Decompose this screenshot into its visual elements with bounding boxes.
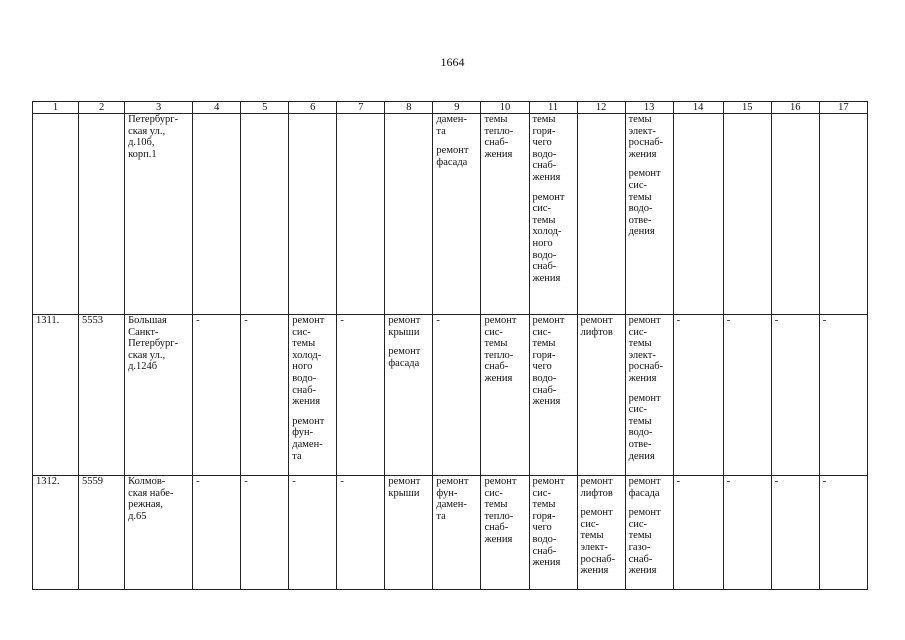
- work-item: темы элект- роснаб- жения: [628, 114, 664, 160]
- work-item: ремонт сис- темы водо- отве- дения: [628, 392, 661, 462]
- work-cell-col-4: [193, 114, 241, 315]
- column-number-3: 3: [125, 102, 193, 114]
- row-number-cell: 1312.: [33, 476, 79, 590]
- work-item: ремонт лифтов: [580, 315, 613, 338]
- column-number-17: 17: [819, 102, 867, 114]
- work-item: ремонт сис- темы горя- чего водо- снаб- жения: [532, 476, 565, 569]
- work-cell-col-12: [577, 476, 625, 590]
- building-code-cell: [79, 114, 125, 315]
- work-cell-col-13: [625, 315, 673, 476]
- column-number-15: 15: [723, 102, 771, 114]
- table-row: [33, 114, 868, 315]
- column-number-14: 14: [673, 102, 723, 114]
- work-cell-col-10: [481, 315, 529, 476]
- empty-work-cell: -: [819, 476, 867, 590]
- building-code-cell: 5559: [79, 476, 125, 590]
- work-cell-col-12: [577, 114, 625, 315]
- work-item: ремонт сис- темы тепло- снаб- жения: [484, 476, 517, 545]
- work-cell-col-7: [337, 114, 385, 315]
- work-cell-col-14: [673, 114, 723, 315]
- column-number-row: [33, 102, 868, 114]
- work-item: темы тепло- снаб- жения: [484, 114, 514, 160]
- column-number-12: 12: [577, 102, 625, 114]
- work-cell-col-15: [723, 114, 771, 315]
- work-cell-col-12: [577, 315, 625, 476]
- empty-work-cell: -: [819, 315, 867, 476]
- work-cell-col-10: [481, 114, 529, 315]
- work-item: ремонт сис- темы элект- роснаб- жения: [628, 315, 664, 384]
- work-cell-col-8: [385, 114, 433, 315]
- work-item: ремонт лифтов: [580, 476, 613, 499]
- empty-work-cell: -: [241, 315, 289, 476]
- column-number-7: 7: [337, 102, 385, 114]
- work-cell-col-11: [529, 476, 577, 590]
- address-text: Большая Санкт- Петербург- ская ул., д.124б: [128, 315, 179, 373]
- table-row: [33, 476, 868, 590]
- empty-work-cell: -: [723, 315, 771, 476]
- column-number-6: 6: [289, 102, 337, 114]
- work-item: ремонт фун- дамен- та: [436, 476, 469, 522]
- work-cell-col-16: [771, 114, 819, 315]
- address-text: Петербург- ская ул., д.10б, корп.1: [128, 114, 179, 160]
- address-cell: [125, 315, 193, 476]
- work-cell-col-8: [385, 315, 433, 476]
- work-cell-col-9: [433, 476, 481, 590]
- column-number-2: 2: [79, 102, 125, 114]
- empty-work-cell: -: [337, 315, 385, 476]
- empty-work-cell: -: [673, 476, 723, 590]
- empty-work-cell: -: [193, 476, 241, 590]
- column-number-10: 10: [481, 102, 529, 114]
- work-cell-col-13: [625, 114, 673, 315]
- work-item: дамен- та: [436, 114, 467, 137]
- work-item: ремонт крыши: [388, 315, 421, 338]
- work-cell-col-5: [241, 114, 289, 315]
- work-item: ремонт сис- темы холод- ного водо- снаб- жения: [532, 191, 565, 284]
- work-cell-col-10: [481, 476, 529, 590]
- empty-work-cell: -: [771, 476, 819, 590]
- work-item: ремонт сис- темы горя- чего водо- снаб- жения: [532, 315, 565, 408]
- empty-work-cell: -: [241, 476, 289, 590]
- work-item: ремонт сис- темы водо- отве- дения: [628, 168, 661, 238]
- work-cell-col-6: [289, 114, 337, 315]
- work-item: ремонт фасада: [436, 145, 469, 168]
- work-item: ремонт сис- темы холод- ного водо- снаб- жения: [292, 315, 325, 408]
- work-cell-col-13: [625, 476, 673, 590]
- column-number-4: 4: [193, 102, 241, 114]
- work-cell-col-9: [433, 114, 481, 315]
- empty-work-cell: -: [771, 315, 819, 476]
- column-number-8: 8: [385, 102, 433, 114]
- row-number-cell: [33, 114, 79, 315]
- empty-work-cell: -: [193, 315, 241, 476]
- empty-work-cell: -: [337, 476, 385, 590]
- work-item: ремонт сис- темы тепло- снаб- жения: [484, 315, 517, 384]
- address-text: Колмов- ская набе- режная, д.65: [128, 476, 174, 522]
- table-row: [33, 315, 868, 476]
- work-cell-col-17: [819, 114, 867, 315]
- column-number-11: 11: [529, 102, 577, 114]
- repair-schedule-table: [32, 101, 868, 590]
- column-number-1: 1: [33, 102, 79, 114]
- address-cell: [125, 114, 193, 315]
- work-cell-col-11: [529, 114, 577, 315]
- column-number-13: 13: [625, 102, 673, 114]
- work-cell-col-6: [289, 315, 337, 476]
- work-item: ремонт крыши: [388, 476, 421, 499]
- work-item: ремонт фасада: [388, 346, 421, 369]
- row-number-cell: 1311.: [33, 315, 79, 476]
- work-cell-col-8: [385, 476, 433, 590]
- column-number-9: 9: [433, 102, 481, 114]
- page-number: 1664: [440, 55, 465, 69]
- building-code-cell: 5553: [79, 315, 125, 476]
- empty-work-cell: -: [433, 315, 481, 476]
- work-item: ремонт сис- темы элект- роснаб- жения: [580, 507, 616, 577]
- column-number-5: 5: [241, 102, 289, 114]
- column-number-16: 16: [771, 102, 819, 114]
- work-item: темы горя- чего водо- снаб- жения: [532, 114, 561, 183]
- work-item: ремонт фун- дамен- та: [292, 415, 325, 462]
- work-item: ремонт фасада: [628, 476, 661, 499]
- work-cell-col-11: [529, 315, 577, 476]
- empty-work-cell: -: [723, 476, 771, 590]
- work-item: ремонт сис- темы газо- снаб- жения: [628, 507, 661, 577]
- empty-work-cell: -: [673, 315, 723, 476]
- address-cell: [125, 476, 193, 590]
- empty-work-cell: -: [289, 476, 337, 590]
